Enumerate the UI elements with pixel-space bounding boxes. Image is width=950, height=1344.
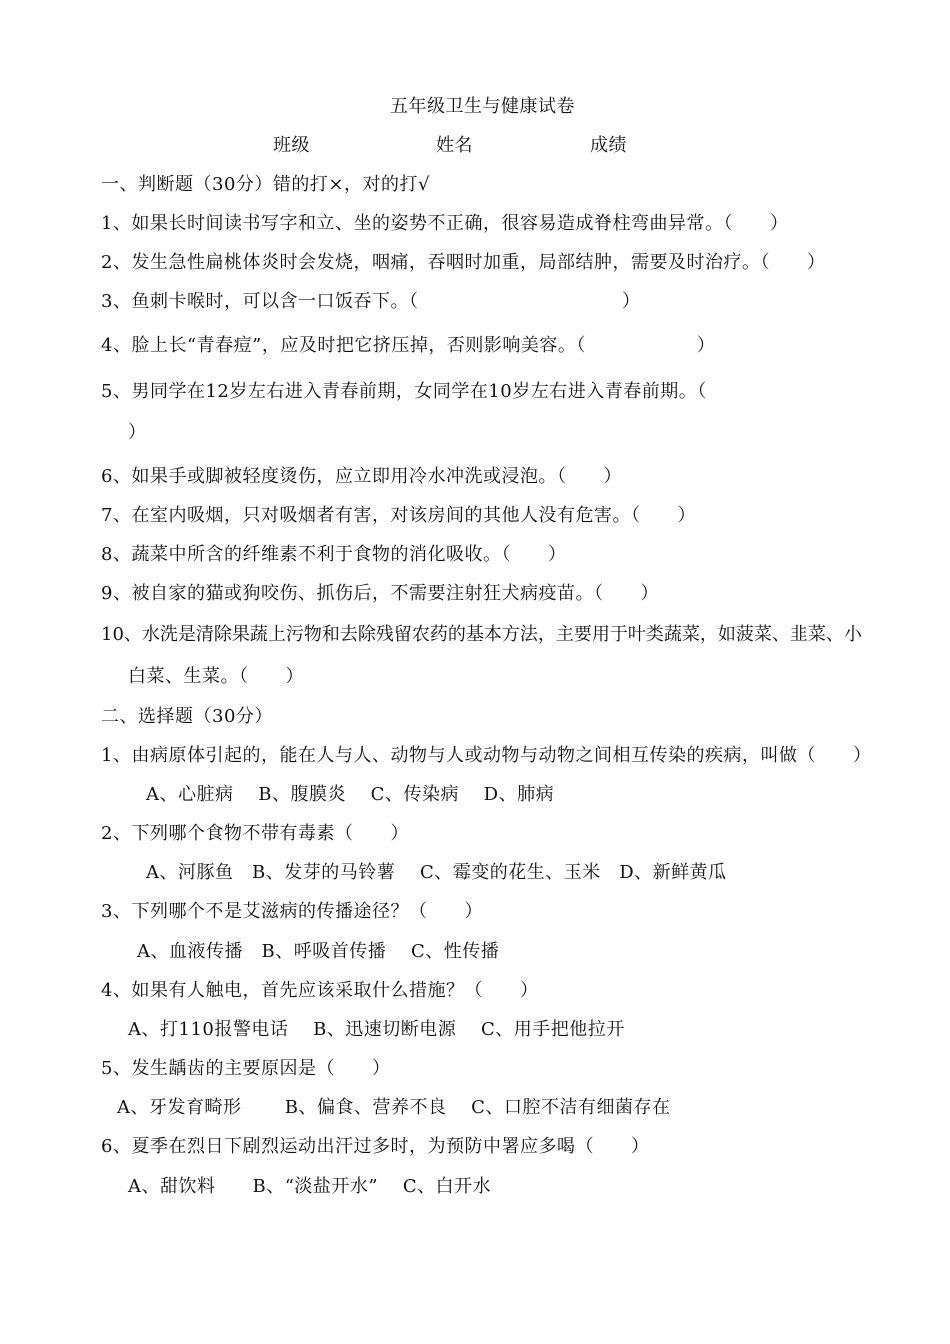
question-tf-10-continued: 白菜、生菜。（ ）	[128, 666, 304, 687]
score-label: 成绩	[590, 135, 627, 156]
question-mc-3: 3、下列哪个不是艾滋病的传播途径？（ ）	[101, 901, 483, 922]
class-label: 班级	[273, 135, 310, 156]
question-tf-3: 3、鱼刺卡喉时，可以含一口饭吞下。（ ）	[101, 291, 641, 312]
question-mc-6: 6、夏季在烈日下剧烈运动出汗过多时，为预防中署应多喝（ ）	[101, 1136, 650, 1157]
question-tf-6: 6、如果手或脚被轻度烫伤，应立即用冷水冲洗或浸泡。（ ）	[101, 466, 622, 487]
question-tf-5: 5、男同学在12岁左右进入青春前期，女同学在10岁左右进入青春前期。（	[101, 381, 707, 402]
question-tf-8: 8、蔬菜中所含的纤维素不利于食物的消化吸收。（ ）	[101, 544, 567, 565]
question-tf-7: 7、在室内吸烟，只对吸烟者有害，对该房间的其他人没有危害。（ ）	[101, 505, 696, 526]
section-heading-true-false: 一、判断题（30分）错的打×，对的打√	[101, 174, 430, 195]
question-tf-2: 2、发生急性扁桃体炎时会发烧，咽痛，吞咽时加重，局部结肿，需要及时治疗。（ ）	[101, 252, 826, 273]
question-mc-2-options: A、河豚鱼 B、发芽的马铃薯 C、霉变的花生、玉米 D、新鲜黄瓜	[146, 862, 727, 883]
question-mc-2: 2、下列哪个食物不带有毒素（ ）	[101, 823, 409, 844]
question-tf-5-continued: ）	[128, 422, 147, 443]
question-mc-4: 4、如果有人触电，首先应该采取什么措施？（ ）	[101, 980, 539, 1001]
question-mc-5: 5、发生龋齿的主要原因是（ ）	[101, 1058, 391, 1079]
question-mc-6-options: A、甜饮料 B、“淡盐开水” C、白开水	[128, 1176, 492, 1197]
question-mc-1-options: A、心脏病 B、腹膜炎 C、传染病 D、肺病	[146, 784, 555, 805]
question-tf-10: 10、水洗是清除果蔬上污物和去除残留农药的基本方法，主要用于叶类蔬菜，如菠菜、韭菜、小	[101, 624, 862, 645]
page-title: 五年级卫生与健康试卷	[390, 96, 575, 117]
question-mc-1: 1、由病原体引起的，能在人与人、动物与人或动物与动物之间相互传染的疾病，叫做（ ）	[101, 745, 872, 766]
question-tf-4: 4、脸上长“青春痘”，应及时把它挤压掉，否则影响美容。（ ）	[101, 335, 716, 356]
question-tf-1: 1、如果长时间读书写字和立、坐的姿势不正确，很容易造成脊柱弯曲异常。（ ）	[101, 213, 789, 234]
question-mc-3-options: A、血液传播 B、呼吸首传播 C、性传播	[137, 941, 500, 962]
question-mc-5-options: A、牙发育畸形 B、偏食、营养不良 C、口腔不洁有细菌存在	[117, 1097, 671, 1118]
question-mc-4-options: A、打110报警电话 B、迅速切断电源 C、用手把他拉开	[128, 1019, 625, 1040]
section-heading-multiple-choice: 二、选择题（30分）	[101, 706, 273, 727]
name-label: 姓名	[436, 135, 473, 156]
question-tf-9: 9、被自家的猫或狗咬伤、抓伤后，不需要注射狂犬病疫苗。（ ）	[101, 583, 659, 604]
